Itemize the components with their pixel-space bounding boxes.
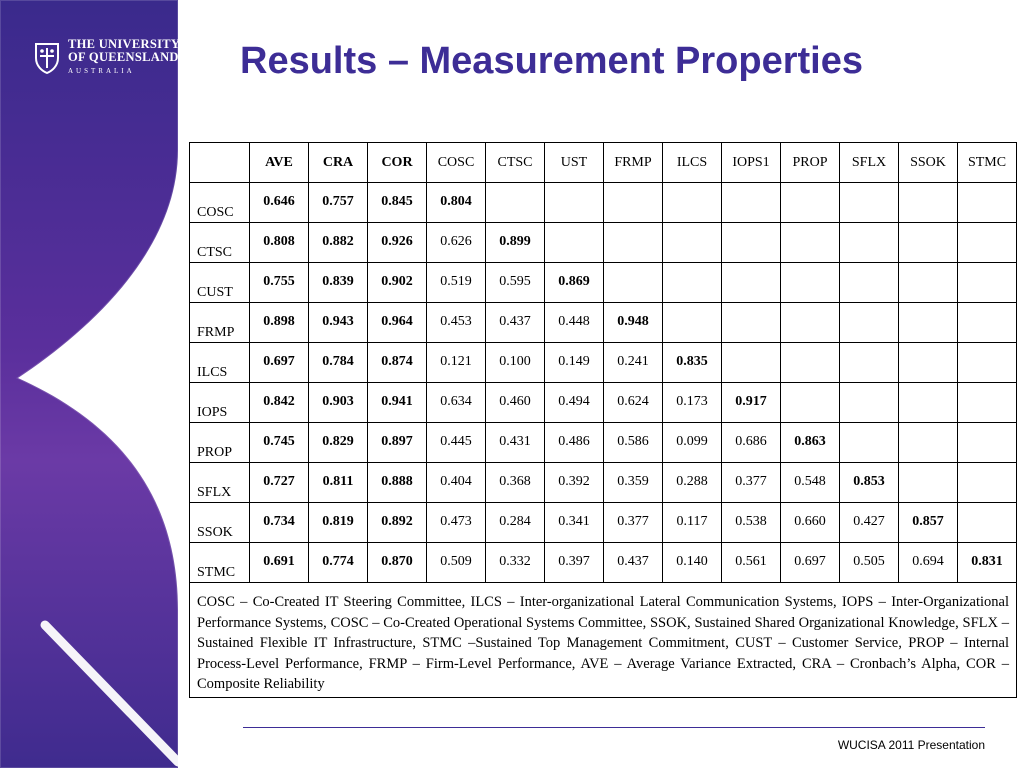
table-cell: [899, 383, 958, 423]
table-cell: [899, 183, 958, 223]
table-cell: [899, 423, 958, 463]
table-row: [190, 223, 1017, 263]
table-cell: [663, 543, 722, 583]
table-cell: [545, 503, 604, 543]
cell-value: 0.829: [322, 433, 354, 449]
table-cell: [486, 383, 545, 423]
cell-value: 0.808: [263, 233, 295, 249]
cell-value: 0.819: [322, 513, 354, 529]
table-cell: [781, 183, 840, 223]
row-label: COSC: [190, 183, 250, 223]
table-cell: [958, 503, 1017, 543]
cell-value: 0.099: [676, 433, 708, 449]
column-header-sflx: SFLX: [840, 143, 899, 183]
cell-value: 0.863: [794, 433, 826, 449]
cell-value: 0.926: [381, 233, 413, 249]
abbreviations-note: COSC – Co-Created IT Steering Committee, ILCS – Inter-organizational Lateral Communication Systems, IOPS – Inter-Organizational Performance Systems, COSC – Co-Created Operational Systems Committee, SSOK, Sustained Shared Organizational Knowledge, SFLX – Sustained Flexible IT Infrastructure, STMC –Sustained Top Management Commitment, CUST – Customer Service, PROP – Internal Process-Level Performance, FRMP – Firm-Level Performance, AVE – Average Variance Extracted, CRA – Cronbach’s Alpha, COR – Composite Reliability: [190, 583, 1017, 698]
table-cell: [486, 463, 545, 503]
table-cell: [545, 263, 604, 303]
table-cell: [840, 423, 899, 463]
table-cell: [250, 383, 309, 423]
table-row: [190, 383, 1017, 423]
table-cell: [368, 423, 427, 463]
cell-value: 0.505: [853, 553, 885, 569]
column-header-cra: CRA: [309, 143, 368, 183]
cell-value: 0.397: [558, 553, 590, 569]
cell-value: 0.173: [676, 393, 708, 409]
cell-value: 0.626: [440, 233, 472, 249]
table-cell: [958, 183, 1017, 223]
cell-value: 0.892: [381, 513, 413, 529]
cell-value: 0.392: [558, 473, 590, 489]
table-cell: [663, 183, 722, 223]
row-label: CUST: [190, 263, 250, 303]
table-row: [190, 503, 1017, 543]
table-cell: [486, 543, 545, 583]
cell-value: 0.660: [794, 513, 826, 529]
row-label: CTSC: [190, 223, 250, 263]
cell-value: 0.804: [440, 193, 472, 209]
table-cell: [840, 503, 899, 543]
cell-value: 0.437: [617, 553, 649, 569]
table-cell: [958, 423, 1017, 463]
cell-value: 0.888: [381, 473, 413, 489]
table-cell: [427, 223, 486, 263]
cell-value: 0.697: [794, 553, 826, 569]
column-header-prop: PROP: [781, 143, 840, 183]
cell-value: 0.686: [735, 433, 767, 449]
table-cell: [840, 303, 899, 343]
cell-value: 0.427: [853, 513, 885, 529]
table-cell: [958, 303, 1017, 343]
university-logo: [34, 38, 180, 78]
table-cell: [722, 183, 781, 223]
table-cell: [840, 223, 899, 263]
cell-value: 0.437: [499, 313, 531, 329]
table-body: [190, 183, 1017, 698]
table-cell: [368, 303, 427, 343]
cell-value: 0.117: [676, 513, 708, 529]
cell-value: 0.341: [558, 513, 590, 529]
table-cell: [840, 463, 899, 503]
table-cell: [486, 183, 545, 223]
slide-title: Results – Measurement Properties: [240, 40, 864, 82]
cell-value: 0.835: [676, 353, 708, 369]
cell-value: 0.755: [263, 273, 295, 289]
table-row: [190, 343, 1017, 383]
table-cell: [722, 343, 781, 383]
row-label: ILCS: [190, 343, 250, 383]
cell-value: 0.121: [440, 353, 472, 369]
cell-value: 0.694: [912, 553, 944, 569]
cell-value: 0.460: [499, 393, 531, 409]
table-cell: [722, 263, 781, 303]
row-label: STMC: [190, 543, 250, 583]
column-header-ctsc: CTSC: [486, 143, 545, 183]
cell-value: 0.898: [263, 313, 295, 329]
table-cell: [545, 343, 604, 383]
table-cell: [486, 223, 545, 263]
cell-value: 0.948: [617, 313, 649, 329]
table-cell: [781, 463, 840, 503]
cell-value: 0.964: [381, 313, 413, 329]
column-header-cosc: COSC: [427, 143, 486, 183]
cell-value: 0.519: [440, 273, 472, 289]
cell-value: 0.284: [499, 513, 531, 529]
column-header-ilcs: ILCS: [663, 143, 722, 183]
table-cell: [899, 223, 958, 263]
cell-value: 0.839: [322, 273, 354, 289]
column-header-cor: COR: [368, 143, 427, 183]
table-cell: [604, 183, 663, 223]
table-cell: [958, 343, 1017, 383]
table-cell: [427, 263, 486, 303]
cell-value: 0.377: [735, 473, 767, 489]
table-cell: [427, 463, 486, 503]
cell-value: 0.745: [263, 433, 295, 449]
table-cell: [250, 303, 309, 343]
table-cell: [368, 543, 427, 583]
cell-value: 0.624: [617, 393, 649, 409]
cell-value: 0.140: [676, 553, 708, 569]
column-header-ssok: SSOK: [899, 143, 958, 183]
table-cell: [722, 543, 781, 583]
table-cell: [309, 463, 368, 503]
table-cell: [486, 423, 545, 463]
table-cell: [368, 463, 427, 503]
measurement-properties-table-container: [189, 142, 1016, 698]
table-cell: [663, 383, 722, 423]
cell-value: 0.842: [263, 393, 295, 409]
table-cell: [250, 223, 309, 263]
table-cell: [663, 223, 722, 263]
cell-value: 0.897: [381, 433, 413, 449]
table-cell: [781, 503, 840, 543]
cell-value: 0.697: [263, 353, 295, 369]
cell-value: 0.561: [735, 553, 767, 569]
table-cell: [309, 303, 368, 343]
cell-value: 0.404: [440, 473, 472, 489]
table-cell: [309, 383, 368, 423]
table-cell: [663, 503, 722, 543]
column-header-ave: AVE: [250, 143, 309, 183]
header-corner-cell: [190, 143, 250, 183]
row-label: IOPS: [190, 383, 250, 423]
table-cell: [309, 183, 368, 223]
table-row: [190, 423, 1017, 463]
table-cell: [250, 423, 309, 463]
table-cell: [899, 543, 958, 583]
table-row: [190, 303, 1017, 343]
table-cell: [781, 343, 840, 383]
table-cell: [250, 543, 309, 583]
cell-value: 0.874: [381, 353, 413, 369]
table-cell: [486, 303, 545, 343]
table-cell: [604, 423, 663, 463]
cell-value: 0.634: [440, 393, 472, 409]
table-cell: [309, 263, 368, 303]
table-cell: [958, 263, 1017, 303]
cell-value: 0.917: [735, 393, 767, 409]
cell-value: 0.941: [381, 393, 413, 409]
row-label: FRMP: [190, 303, 250, 343]
cell-value: 0.241: [617, 353, 649, 369]
cell-value: 0.784: [322, 353, 354, 369]
table-cell: [368, 263, 427, 303]
table-row: [190, 463, 1017, 503]
table-header-row: [190, 143, 1017, 183]
cell-value: 0.332: [499, 553, 531, 569]
table-cell: [427, 423, 486, 463]
table-cell: [486, 503, 545, 543]
table-cell: [309, 423, 368, 463]
cell-value: 0.646: [263, 193, 295, 209]
table-cell: [722, 383, 781, 423]
table-cell: [781, 423, 840, 463]
table-cell: [309, 543, 368, 583]
cell-value: 0.757: [322, 193, 354, 209]
table-row: [190, 263, 1017, 303]
cell-value: 0.368: [499, 473, 531, 489]
column-header-stmc: STMC: [958, 143, 1017, 183]
table-cell: [427, 303, 486, 343]
table-cell: [722, 303, 781, 343]
cell-value: 0.149: [558, 353, 590, 369]
university-name-line2: OF QUEENSLAND: [68, 50, 179, 64]
cell-value: 0.486: [558, 433, 590, 449]
table-cell: [309, 223, 368, 263]
cell-value: 0.869: [558, 273, 590, 289]
cell-value: 0.586: [617, 433, 649, 449]
table-cell: [604, 543, 663, 583]
table-cell: [309, 503, 368, 543]
university-country: AUSTRALIA: [68, 67, 135, 75]
table-cell: [781, 223, 840, 263]
table-cell: [309, 343, 368, 383]
table-cell: [958, 463, 1017, 503]
cell-value: 0.538: [735, 513, 767, 529]
cell-value: 0.509: [440, 553, 472, 569]
table-cell: [368, 183, 427, 223]
footer-text: WUCISA 2011 Presentation: [837, 738, 985, 752]
cell-value: 0.431: [499, 433, 531, 449]
table-cell: [899, 303, 958, 343]
cell-value: 0.727: [263, 473, 295, 489]
table-cell: [368, 223, 427, 263]
cell-value: 0.595: [499, 273, 531, 289]
table-cell: [427, 543, 486, 583]
table-cell: [604, 343, 663, 383]
cell-value: 0.845: [381, 193, 413, 209]
table-cell: [604, 223, 663, 263]
table-cell: [486, 263, 545, 303]
table-cell: [545, 423, 604, 463]
table-row: [190, 183, 1017, 223]
table-cell: [604, 383, 663, 423]
column-header-ust: UST: [545, 143, 604, 183]
table-cell: [486, 343, 545, 383]
table-cell: [663, 263, 722, 303]
cell-value: 0.377: [617, 513, 649, 529]
row-label: SFLX: [190, 463, 250, 503]
table-cell: [958, 383, 1017, 423]
table-note-row: [190, 583, 1017, 698]
table-cell: [368, 383, 427, 423]
table-cell: [899, 503, 958, 543]
cell-value: 0.359: [617, 473, 649, 489]
table-cell: [840, 263, 899, 303]
table-cell: [604, 463, 663, 503]
table-cell: [427, 183, 486, 223]
cell-value: 0.445: [440, 433, 472, 449]
table-cell: [604, 263, 663, 303]
cell-value: 0.943: [322, 313, 354, 329]
cell-value: 0.899: [499, 233, 531, 249]
table-cell: [899, 343, 958, 383]
table-cell: [663, 463, 722, 503]
table-cell: [722, 503, 781, 543]
cell-value: 0.691: [263, 553, 295, 569]
table-cell: [545, 543, 604, 583]
cell-value: 0.831: [971, 553, 1003, 569]
table-cell: [545, 303, 604, 343]
table-cell: [545, 383, 604, 423]
cell-value: 0.448: [558, 313, 590, 329]
table-row: [190, 543, 1017, 583]
table-cell: [722, 423, 781, 463]
table-cell: [427, 503, 486, 543]
cell-value: 0.734: [263, 513, 295, 529]
cell-value: 0.288: [676, 473, 708, 489]
table-cell: [840, 543, 899, 583]
table-cell: [840, 183, 899, 223]
table-cell: [781, 543, 840, 583]
table-cell: [545, 463, 604, 503]
cell-value: 0.494: [558, 393, 590, 409]
table-cell: [663, 423, 722, 463]
footer-divider: [243, 727, 985, 728]
table-cell: [427, 383, 486, 423]
table-cell: [840, 343, 899, 383]
table-cell: [427, 343, 486, 383]
table-cell: [250, 503, 309, 543]
row-label: PROP: [190, 423, 250, 463]
crest-icon: [34, 42, 60, 74]
cell-value: 0.902: [381, 273, 413, 289]
cell-value: 0.774: [322, 553, 354, 569]
table-cell: [368, 503, 427, 543]
table-cell: [663, 303, 722, 343]
table-cell: [368, 343, 427, 383]
cell-value: 0.548: [794, 473, 826, 489]
table-cell: [250, 463, 309, 503]
table-cell: [604, 503, 663, 543]
column-header-frmp: FRMP: [604, 143, 663, 183]
table-cell: [958, 223, 1017, 263]
cell-value: 0.453: [440, 313, 472, 329]
cell-value: 0.903: [322, 393, 354, 409]
table-cell: [781, 303, 840, 343]
cell-value: 0.882: [322, 233, 354, 249]
table-cell: [781, 263, 840, 303]
table-cell: [840, 383, 899, 423]
cell-value: 0.811: [322, 473, 354, 489]
table-cell: [781, 383, 840, 423]
table-cell: [722, 463, 781, 503]
measurement-properties-table: [189, 142, 1017, 698]
table-cell: [958, 543, 1017, 583]
cell-value: 0.473: [440, 513, 472, 529]
cell-value: 0.853: [853, 473, 885, 489]
table-cell: [250, 263, 309, 303]
table-cell: [899, 463, 958, 503]
university-name-line1: THE UNIVERSITY: [68, 37, 181, 51]
table-cell: [722, 223, 781, 263]
cell-value: 0.857: [912, 513, 944, 529]
table-cell: [545, 223, 604, 263]
table-cell: [663, 343, 722, 383]
cell-value: 0.870: [381, 553, 413, 569]
table-cell: [899, 263, 958, 303]
row-label: SSOK: [190, 503, 250, 543]
table-cell: [250, 183, 309, 223]
table-cell: [604, 303, 663, 343]
table-cell: [250, 343, 309, 383]
table-cell: [545, 183, 604, 223]
column-header-iops1: IOPS1: [722, 143, 781, 183]
cell-value: 0.100: [499, 353, 531, 369]
